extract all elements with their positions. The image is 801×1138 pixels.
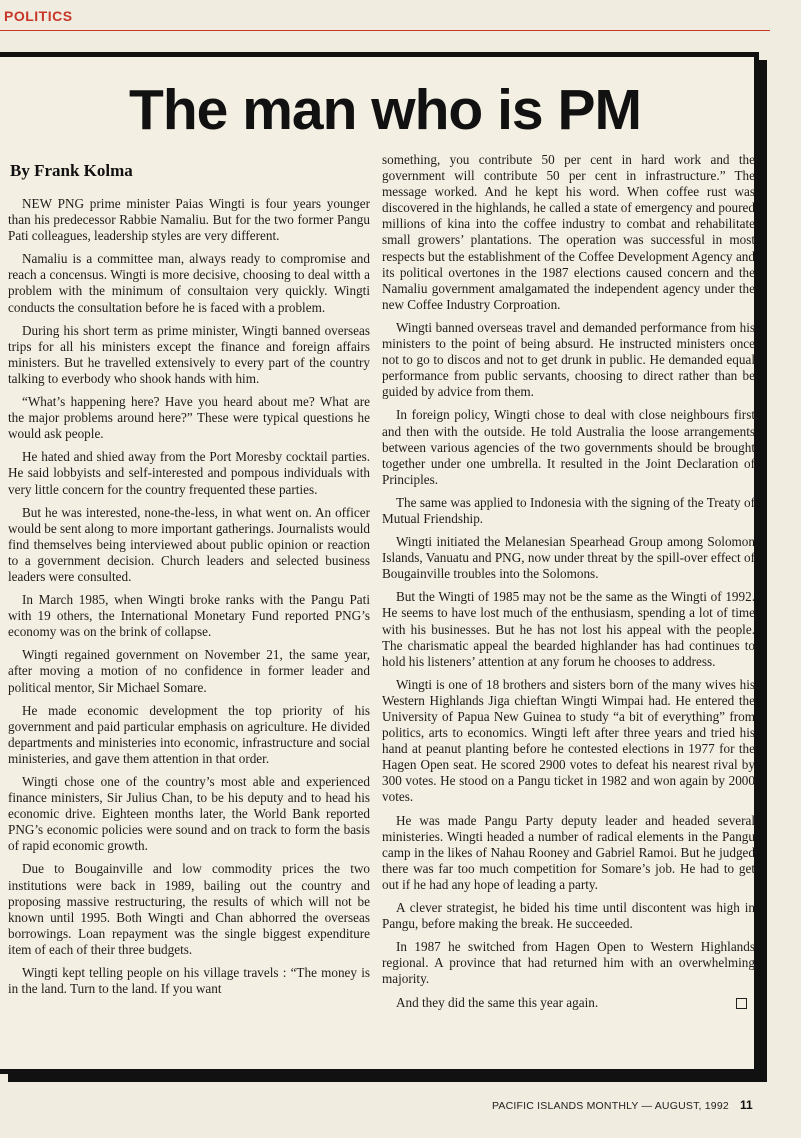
paragraph: Wingti is one of 18 brothers and sisters born of the many wives his Western Highlands Jiga chieftan Wingti Wimpai had. He entered the University of Papua New Guinea to study “a bit of everything” from politics, arts to economics. Wingti left after three years and tried his hand at peanut planting before he contested elections in 1977 for the Hagen Open seat. He scored 2900 votes to defeat his nearest rival by 300 votes. He stood on a Pangu ticket in 1982 and won again by 2000 votes.: [382, 676, 755, 805]
page-number: 11: [740, 1098, 753, 1112]
article-column-right: [382, 152, 755, 1018]
top-rule: [0, 30, 770, 31]
paragraph: Wingti banned overseas travel and demanded performance from his ministers to the point of being absurd. He instructed ministers once not to go to discos and not to get drunk in public. He demanded equal performance from public servants, choosing to direct rather than be guided by advice from them.: [382, 319, 755, 400]
byline: By Frank Kolma: [10, 161, 133, 180]
final-sentence: And they did the same this year again.: [396, 994, 599, 1010]
paragraph: Due to Bougainville and low commodity prices the two institutions were back in 1989, bailing out the country and proposing massive restructuring, the results of which will not be known until 1995. Both Wingti and Chan abhorred the overseas borrowings. Loan repayment was the single biggest expenditure item of each of their three budgets.: [8, 861, 370, 957]
paragraph: [382, 995, 755, 1011]
paragraph: In foreign policy, Wingti chose to deal with close neighbours first and then with the outside. He told Australia the loose arrangements between various agencies of the two governments should be brought together under one umbrella. It resulted in the Joint Declaration of Principles.: [382, 407, 755, 487]
end-mark-icon: [736, 998, 747, 1009]
headline: The man who is PM: [129, 78, 641, 142]
paragraph: But the Wingti of 1985 may not be the same as the Wingti of 1992. He seems to have lost much of the enthusiasm, spending a lot of time with his businesses. But he has not lost his appeal with the people. The charismatic appeal the bearded highlander has had continues to hold his listeners’ attention at any forum he chooses to address.: [382, 589, 755, 669]
paragraph: In 1987 he switched from Hagen Open to Western Highlands regional. A province that had returned him with an overwhelming majority.: [382, 939, 755, 987]
paragraph: He made economic development the top priority of his government and paid particular emphasis on agriculture. He divided departments and ministeries into economic, infrastructure and social ministeries, and gave them attention in that order.: [8, 702, 370, 766]
page-footer: PACIFIC ISLANDS MONTHLY — AUGUST, 1992: [492, 1100, 729, 1112]
paragraph: He hated and shied away from the Port Moresby cocktail parties. He said lobbyists and self-interested and pompous individuals with very little concern for the country frequented these parties.: [8, 449, 370, 497]
article-column-left: [8, 196, 370, 1004]
paragraph: The same was applied to Indonesia with the signing of the Treaty of Mutual Friendship.: [382, 494, 755, 526]
paragraph: Wingti initiated the Melanesian Spearhead Group among Solomon Islands, Vanuatu and PNG, now under threat by the spill-over effect of Bougainville troubles into the Solomons.: [382, 534, 755, 582]
paragraph: NEW PNG prime minister Paias Wingti is four years younger than his predecessor Rabbie Namaliu. But for the two former Pangu Pati colleagues, leadership styles are very different.: [8, 196, 370, 244]
paragraph: During his short term as prime minister, Wingti banned overseas trips for all his ministers except the finance and foreign affairs ministers. But he travelled extensively to every part of the country talking to everbody who shook hands with him.: [8, 322, 370, 386]
paragraph: Wingti kept telling people on his village travels : “The money is in the land. Turn to the land. If you want: [8, 965, 370, 997]
paragraph: something, you contribute 50 per cent in hard work and the government will contribute 50 per cent in infrastructure.” The message worked. And he kept his word. When coffee rust was discovered in the highlands, he called a state of emergency and poured millions of kina into the coffee industry to combat and rehabilitate small growers’ plantations. The operation was successful in most respects but the establishment of the Coffee Development Agency and its political overtones in the 1987 elections caused concern and the Namaliu government amalgamated the independent agency under the new Coffee Industry Corproation.: [382, 152, 755, 312]
paragraph: But he was interested, none-the-less, in what went on. An officer would be sent along to more important gatherings. Journalists would find themselves being interviewed about public opinion or reaction to a government decision. Church leaders and selected business leaders were consulted.: [8, 504, 370, 584]
paragraph: Wingti regained government on November 21, the same year, after moving a motion of no confidence in former leader and political mentor, Sir Michael Somare.: [8, 647, 370, 695]
paragraph: “What’s happening here? Have you heard about me? What are the major problems around here?” These were typical questions he would ask people.: [8, 394, 370, 442]
paragraph: A clever strategist, he bided his time until discontent was high in Pangu, before making the break. He succeeded.: [382, 900, 755, 932]
paragraph: Wingti chose one of the country’s most able and experienced finance ministers, Sir Julius Chan, to be his deputy and to head his economic drive. Eighteen months later, the World Bank reported PNG’s economic policies were sound and on track to form the basis of rapid economic growth.: [8, 774, 370, 854]
paragraph: In March 1985, when Wingti broke ranks with the Pangu Pati with 19 others, the International Monetary Fund reported PNG’s economy was on the brink of collapse.: [8, 592, 370, 640]
paragraph: He was made Pangu Party deputy leader and headed several ministeries. Wingti headed a number of radical elements in the Pangu camp in the likes of Nahau Rooney and Gabriel Ramoi. But he judged there was far too much competition for Somare’s job. He had to get out if he had any hope of leading a party.: [382, 812, 755, 892]
section-label: POLITICS: [4, 8, 73, 24]
paragraph: Namaliu is a committee man, always ready to compromise and reach a concensus. Wingti is more decisive, choosing to deal witth a problem with the minimum of consultaion very quickly. Wingti conducts the consultation before he is faced with a problem.: [8, 251, 370, 315]
